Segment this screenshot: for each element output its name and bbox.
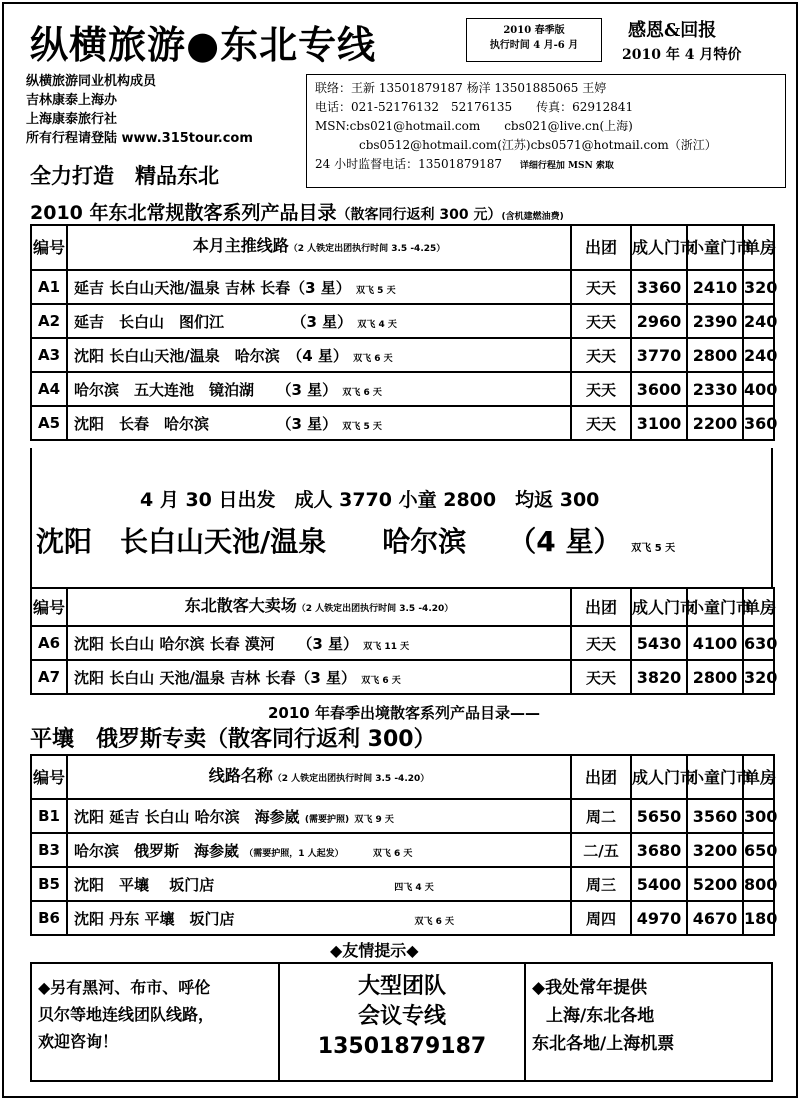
row-route [67, 901, 571, 935]
row-single-price: 320 [743, 660, 774, 694]
header-route [67, 755, 571, 799]
row-route [67, 338, 571, 372]
table-row [31, 626, 774, 660]
header-route-label: 本月主推线路 [192, 236, 289, 255]
company-line: 吉林康泰上海办 [26, 93, 118, 108]
flight-note: 双飞 6 天 [414, 916, 454, 927]
flight-note: 双飞 5 天 [356, 285, 396, 296]
row-adult-price: 3820 [631, 660, 687, 694]
row-child-price: 2800 [687, 338, 743, 372]
header-adult: 成人门市 [631, 225, 687, 270]
passport-note: (需要护照) [304, 814, 350, 825]
catalog-heading: 2010 年东北常规散客系列产品目录 [30, 202, 337, 224]
row-child-price: 4100 [687, 626, 743, 660]
flight-note: 双飞 6 天 [353, 353, 393, 364]
row-route [67, 833, 571, 867]
contact-line: 电话：021-52176132 52176135 传真：62912841 [315, 100, 634, 114]
row-single-price: 320 [743, 270, 774, 304]
tips-center-line: 会议专线 [357, 1004, 446, 1029]
row-no: A7 [31, 660, 67, 694]
header-route [67, 588, 571, 626]
promo-title: 感恩&回报 [628, 20, 717, 41]
row-single-price: 240 [743, 338, 774, 372]
row-child-price: 2200 [687, 406, 743, 440]
tips-left-line: ◆另有黑河、布市、呼伦 [38, 978, 211, 997]
tips-left-line: 贝尔等地连线团队线路， [38, 1005, 215, 1024]
contact-box [306, 74, 786, 188]
company-website: 所有行程请登陆 www.315tour.com [26, 131, 253, 146]
table-header-row [31, 588, 774, 626]
row-child-price: 4670 [687, 901, 743, 935]
tips-right-line: 东北各地/上海机票 [532, 1034, 675, 1054]
special-flight-note: 双飞 5 天 [631, 543, 676, 554]
edition-line-2: 执行时间 4 月-6 月 [489, 40, 579, 51]
header-single: 单房 [743, 755, 774, 799]
route-text: 沈阳 长白山天池/温泉 哈尔滨 （4 星） [74, 346, 348, 365]
row-adult-price: 3100 [631, 406, 687, 440]
contact-line [315, 155, 777, 176]
outbound-subtitle: 平壤 俄罗斯专卖（散客同行返利 300） [30, 727, 436, 752]
edition-box [466, 18, 602, 62]
row-depart: 天天 [571, 406, 631, 440]
catalog-fee-note: (含机建燃油费) [501, 212, 564, 222]
row-depart: 二/五 [571, 833, 631, 867]
table-header-row [31, 755, 774, 799]
special-route-text: 沈阳 长白山天池/温泉 哈尔滨 （4 星） [36, 525, 622, 558]
header-adult: 成人门市 [631, 755, 687, 799]
flight-note: 双飞 11 天 [363, 641, 410, 652]
main-routes-table [30, 224, 778, 441]
route-text: 哈尔滨 俄罗斯 海参崴 [74, 841, 240, 860]
tips-center [280, 964, 526, 1080]
row-route [67, 270, 571, 304]
outbound-routes-table [30, 754, 778, 936]
table-row [31, 867, 774, 901]
tips-right-line: ◆我处常年提供 [532, 978, 648, 998]
header-no: 编号 [31, 755, 67, 799]
row-adult-price: 3680 [631, 833, 687, 867]
tips-box [30, 962, 773, 1082]
header-no: 编号 [31, 225, 67, 270]
table-row [31, 799, 774, 833]
catalog-title [30, 198, 564, 225]
header-depart: 出团 [571, 588, 631, 626]
header-depart: 出团 [571, 755, 631, 799]
row-single-price: 400 [743, 372, 774, 406]
flight-note: 双飞 6 天 [342, 387, 382, 398]
special-offer-headline: 4 月 30 日出发 成人 3770 小童 2800 均返 300 [140, 489, 600, 511]
row-no: A1 [31, 270, 67, 304]
row-single-price: 300 [743, 799, 774, 833]
company-line: 上海康泰旅行社 [26, 112, 118, 127]
header-route [67, 225, 571, 270]
header-no: 编号 [31, 588, 67, 626]
outbound-title: 2010 年春季出境散客系列产品目录—— [268, 704, 540, 722]
header-route-note: （2 人铁定出团执行时间 3.5 -4.25） [288, 244, 446, 254]
row-adult-price: 3360 [631, 270, 687, 304]
table-row [31, 338, 774, 372]
row-route [67, 660, 571, 694]
row-single-price: 180 [743, 901, 774, 935]
row-depart: 天天 [571, 338, 631, 372]
row-route [67, 626, 571, 660]
header-adult: 成人门市 [631, 588, 687, 626]
row-no: A3 [31, 338, 67, 372]
row-single-price: 240 [743, 304, 774, 338]
table-row [31, 304, 774, 338]
row-no: B6 [31, 901, 67, 935]
header-route-note: （2 人铁定出团执行时间 3.5 -4.20） [296, 603, 454, 614]
tips-center-line: 大型团队 [357, 974, 446, 999]
header-child: 小童门市 [687, 225, 743, 270]
row-adult-price: 4970 [631, 901, 687, 935]
tips-left-line: 欢迎咨询！ [38, 1032, 119, 1051]
table-row [31, 372, 774, 406]
header-single: 单房 [743, 225, 774, 270]
row-depart: 周二 [571, 799, 631, 833]
row-adult-price: 2960 [631, 304, 687, 338]
slogan: 全力打造 精品东北 [30, 164, 219, 188]
row-no: A6 [31, 626, 67, 660]
route-text: 哈尔滨 五大连池 镜泊湖 （3 星） [74, 380, 338, 399]
route-text: 延吉 长白山 图们江 （3 星） [74, 312, 353, 331]
special-offer-route [36, 520, 675, 560]
row-no: A2 [31, 304, 67, 338]
edition-line-1: 2010 春季版 [503, 25, 565, 36]
row-child-price: 2330 [687, 372, 743, 406]
row-child-price: 2410 [687, 270, 743, 304]
table-row [31, 406, 774, 440]
route-text: 延吉 长白山天池/温泉 吉林 长春（3 星） [74, 278, 351, 297]
row-depart: 天天 [571, 372, 631, 406]
row-child-price: 5200 [687, 867, 743, 901]
row-route [67, 304, 571, 338]
header-route-label: 线路名称 [208, 765, 273, 785]
row-depart: 天天 [571, 660, 631, 694]
route-text: 沈阳 长白山 天池/温泉 吉林 长春（3 星） [74, 668, 357, 687]
table-row [31, 901, 774, 935]
row-single-price: 630 [743, 626, 774, 660]
header-route-label: 东北散客大卖场 [184, 595, 297, 615]
route-text: 沈阳 长白山 哈尔滨 长春 漠河 （3 星） [74, 634, 359, 653]
row-no: B3 [31, 833, 67, 867]
tips-right [526, 964, 771, 1080]
tips-right-line: 上海/东北各地 [546, 1006, 655, 1026]
table-header-row [31, 225, 774, 270]
company-line: 纵横旅游同业机构成员 [26, 74, 157, 89]
flight-note: 双飞 9 天 [354, 814, 394, 825]
catalog-rebate: （散客同行返利 300 元） [336, 207, 502, 223]
row-depart: 天天 [571, 626, 631, 660]
row-no: B1 [31, 799, 67, 833]
row-adult-price: 3770 [631, 338, 687, 372]
row-depart: 天天 [571, 270, 631, 304]
header-child: 小童门市 [687, 755, 743, 799]
promo-subtitle: 2010 年 4 月特价 [622, 47, 742, 63]
route-text: 沈阳 长春 哈尔滨 （3 星） [74, 414, 338, 433]
flight-note: 双飞 4 天 [357, 319, 397, 330]
company-info [26, 72, 253, 148]
row-route [67, 406, 571, 440]
flight-note: 双飞 5 天 [342, 421, 382, 432]
header-single: 单房 [743, 588, 774, 626]
route-text: 沈阳 丹东 平壤 坂门店 [74, 909, 235, 928]
table-row [31, 270, 774, 304]
special-offer-panel [30, 448, 773, 588]
header-child: 小童门市 [687, 588, 743, 626]
row-route [67, 867, 571, 901]
row-depart: 周三 [571, 867, 631, 901]
flight-note: 四飞 4 天 [394, 882, 434, 893]
msn-note: 详细行程加 MSN 索取 [519, 161, 614, 171]
hotline: 24 小时监督电话：13501879187 [315, 157, 503, 171]
contact-line: cbs0512@hotmail.com(江苏)cbs0571@hotmail.com（浙江） [359, 138, 717, 152]
row-child-price: 3200 [687, 833, 743, 867]
flight-note: 双飞 6 天 [372, 848, 413, 859]
sale-routes-table [30, 587, 778, 695]
row-adult-price: 3600 [631, 372, 687, 406]
contact-line: 联络：王新 13501879187 杨洋 13501885065 王婷 [315, 81, 607, 95]
row-no: A4 [31, 372, 67, 406]
row-child-price: 2390 [687, 304, 743, 338]
row-no: A5 [31, 406, 67, 440]
row-adult-price: 5430 [631, 626, 687, 660]
passport-note: （需要护照，1 人起发） [244, 848, 344, 859]
row-depart: 天天 [571, 304, 631, 338]
tips-left [32, 964, 280, 1080]
route-text: 沈阳 平壤 坂门店 [74, 875, 215, 894]
row-route [67, 799, 571, 833]
header-depart: 出团 [571, 225, 631, 270]
row-single-price: 650 [743, 833, 774, 867]
page-title: 纵横旅游●东北专线 [30, 23, 377, 67]
row-route [67, 372, 571, 406]
row-no: B5 [31, 867, 67, 901]
row-child-price: 2800 [687, 660, 743, 694]
row-single-price: 360 [743, 406, 774, 440]
header-route-note: （2 人铁定出团执行时间 3.5 -4.20） [272, 773, 430, 784]
table-row [31, 833, 774, 867]
row-single-price: 800 [743, 867, 774, 901]
row-adult-price: 5650 [631, 799, 687, 833]
table-row [31, 660, 774, 694]
row-adult-price: 5400 [631, 867, 687, 901]
row-depart: 周四 [571, 901, 631, 935]
row-child-price: 3560 [687, 799, 743, 833]
tips-phone: 13501879187 [317, 1034, 487, 1059]
flight-note: 双飞 6 天 [361, 675, 401, 686]
contact-line: MSN:cbs021@hotmail.com cbs021@live.cn(上海) [315, 119, 633, 133]
tips-title: ◆友情提示◆ [330, 941, 419, 960]
route-text: 沈阳 延吉 长白山 哈尔滨 海参崴 [74, 807, 300, 826]
